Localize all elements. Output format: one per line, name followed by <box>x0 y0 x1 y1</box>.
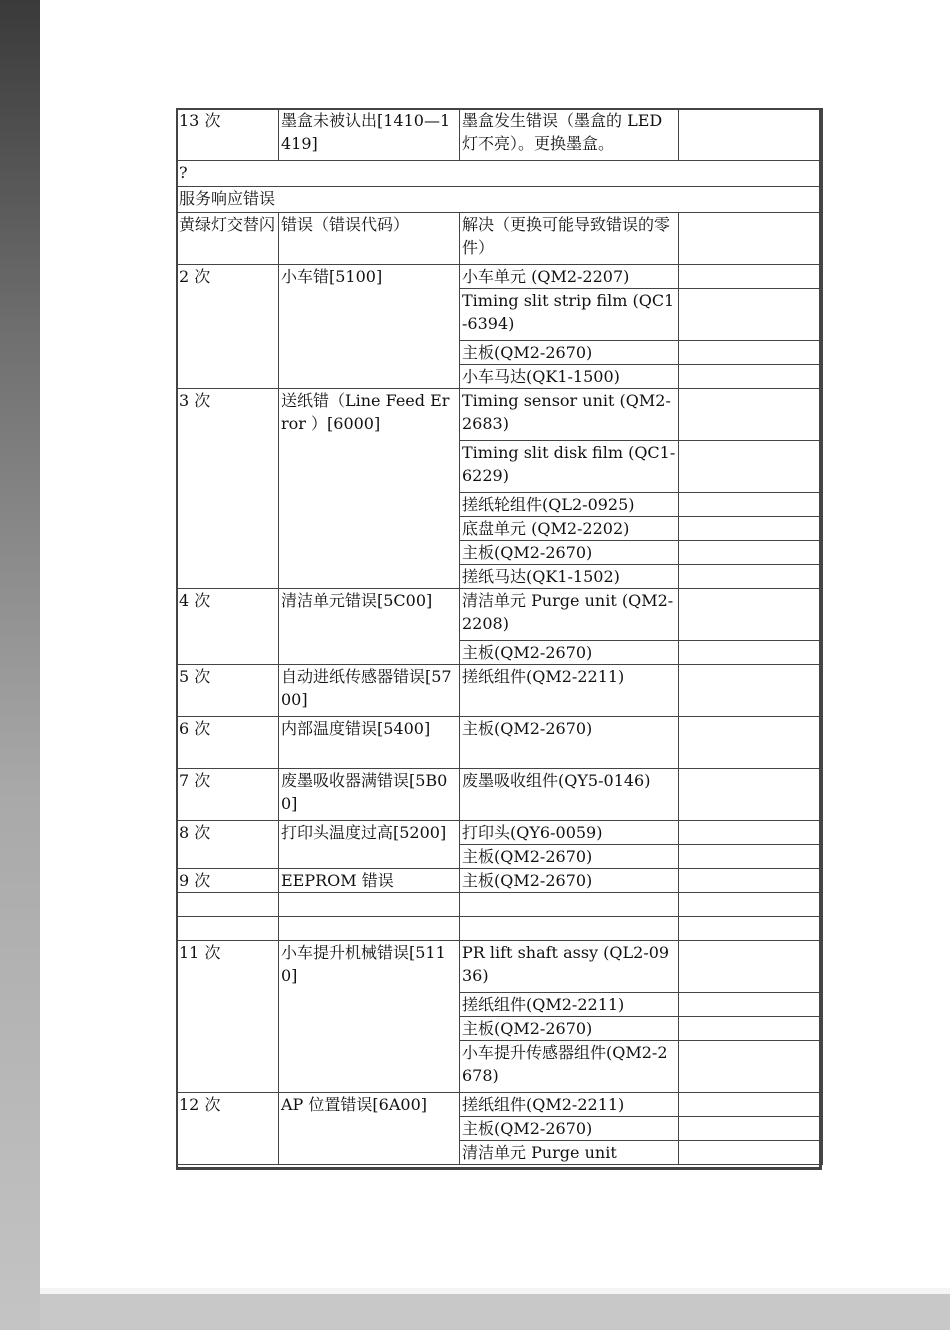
empty-cell <box>679 845 823 869</box>
solution-part-cell: 主板(QM2-2670) <box>460 1017 679 1041</box>
solution-part-cell: Timing slit disk film (QC1-6229) <box>460 441 679 493</box>
solution-part-cell: 小车提升传感器组件(QM2-2678) <box>460 1041 679 1093</box>
solution-part-cell: 搓纸组件(QM2-2211) <box>460 1093 679 1117</box>
blink-count-cell: 7 次 <box>177 769 279 821</box>
empty-cell <box>679 1093 823 1117</box>
solution-part-cell: 主板(QM2-2670) <box>460 1117 679 1141</box>
header-error-code: 错误（错误代码） <box>279 213 460 265</box>
solution-part-cell: 底盘单元 (QM2-2202) <box>460 517 679 541</box>
service-error-table <box>176 108 823 1165</box>
blink-count-cell: 4 次 <box>177 589 279 665</box>
blink-count-cell <box>177 917 279 941</box>
header-solution: 解决（更换可能导致错误的零件） <box>460 213 679 265</box>
empty-cell <box>679 893 823 917</box>
table-row <box>177 869 823 893</box>
section-title: 服务响应错误 <box>177 187 823 213</box>
empty-cell <box>679 389 823 441</box>
blink-count-cell: 13 次 <box>177 109 279 161</box>
solution-part-cell: Timing slit strip film (QC1-6394) <box>460 289 679 341</box>
table-row <box>177 187 823 213</box>
table-row <box>177 1093 823 1117</box>
blink-count-cell: 2 次 <box>177 265 279 389</box>
empty-cell <box>679 769 823 821</box>
blink-count-cell: 8 次 <box>177 821 279 869</box>
empty-cell <box>679 869 823 893</box>
error-code-cell: 小车错[5100] <box>279 265 460 389</box>
error-code-cell: 送纸错（Line Feed Error ）[6000] <box>279 389 460 589</box>
table-row <box>177 265 823 289</box>
empty-cell <box>679 941 823 993</box>
solution-part-cell: PR lift shaft assy (QL2-0936) <box>460 941 679 993</box>
blink-count-cell: 5 次 <box>177 665 279 717</box>
error-code-cell: 内部温度错误[5400] <box>279 717 460 769</box>
solution-part-cell: 主板(QM2-2670) <box>460 641 679 665</box>
solution-part-cell <box>460 917 679 941</box>
empty-cell <box>679 289 823 341</box>
empty-cell <box>679 365 823 389</box>
table-row <box>177 589 823 641</box>
error-code-cell: 自动进纸传感器错误[5700] <box>279 665 460 717</box>
solution-part-cell <box>460 893 679 917</box>
empty-cell <box>679 341 823 365</box>
blink-count-cell: 9 次 <box>177 869 279 893</box>
empty-cell <box>679 1117 823 1141</box>
table-body <box>177 109 823 1165</box>
empty-cell <box>679 589 823 641</box>
solution-part-cell: 清洁单元 Purge unit (QM2-2208) <box>460 589 679 641</box>
solution-part-cell: 清洁单元 Purge unit <box>460 1141 679 1165</box>
empty-cell <box>679 717 823 769</box>
error-code-cell: AP 位置错误[6A00] <box>279 1093 460 1165</box>
solution-part-cell: 废墨吸收组件(QY5-0146) <box>460 769 679 821</box>
solution-part-cell: 打印头(QY6-0059) <box>460 821 679 845</box>
empty-cell <box>679 265 823 289</box>
error-code-cell: 清洁单元错误[5C00] <box>279 589 460 665</box>
solution-part-cell: 搓纸马达(QK1-1502) <box>460 565 679 589</box>
question-mark-row: ? <box>177 161 823 187</box>
error-code-cell: 打印头温度过高[5200] <box>279 821 460 869</box>
table-row <box>177 821 823 845</box>
error-code-cell <box>279 917 460 941</box>
table-row <box>177 893 823 917</box>
error-code-cell: 墨盒未被认出[1410—1419] <box>279 109 460 161</box>
error-code-cell: 小车提升机械错误[5110] <box>279 941 460 1093</box>
header-row <box>177 213 823 265</box>
solution-part-cell: 主板(QM2-2670) <box>460 869 679 893</box>
empty-cell <box>679 641 823 665</box>
empty-cell <box>679 917 823 941</box>
bottom-edge-bar <box>40 1288 950 1330</box>
empty-cell <box>679 109 823 161</box>
empty-cell <box>679 441 823 493</box>
empty-cell <box>679 1041 823 1093</box>
solution-part-cell: 小车单元 (QM2-2207) <box>460 265 679 289</box>
solution-part-cell: 搓纸组件(QM2-2211) <box>460 665 679 717</box>
solution-cell: 墨盒发生错误（墨盒的 LED 灯不亮）。更换墨盒。 <box>460 109 679 161</box>
table-row <box>177 389 823 441</box>
table-row <box>177 941 823 993</box>
solution-part-cell: 搓纸组件(QM2-2211) <box>460 993 679 1017</box>
empty-cell <box>679 993 823 1017</box>
empty-cell <box>679 541 823 565</box>
empty-cell <box>679 517 823 541</box>
table-row <box>177 161 823 187</box>
left-edge-bar <box>0 0 40 1330</box>
empty-cell <box>679 493 823 517</box>
solution-part-cell: 小车马达(QK1-1500) <box>460 365 679 389</box>
blink-count-cell: 12 次 <box>177 1093 279 1165</box>
empty-cell <box>679 1017 823 1041</box>
error-code-cell <box>279 893 460 917</box>
error-code-cell: EEPROM 错误 <box>279 869 460 893</box>
solution-part-cell: 主板(QM2-2670) <box>460 541 679 565</box>
header-blink-count: 黄绿灯交替闪 <box>177 213 279 265</box>
solution-part-cell: 主板(QM2-2670) <box>460 341 679 365</box>
empty-cell <box>679 821 823 845</box>
solution-part-cell: 主板(QM2-2670) <box>460 717 679 769</box>
table-row <box>177 769 823 821</box>
solution-part-cell: 主板(QM2-2670) <box>460 845 679 869</box>
table-row <box>177 917 823 941</box>
solution-part-cell: 搓纸轮组件(QL2-0925) <box>460 493 679 517</box>
blink-count-cell: 11 次 <box>177 941 279 1093</box>
header-empty <box>679 213 823 265</box>
blink-count-cell: 3 次 <box>177 389 279 589</box>
empty-cell <box>679 1141 823 1165</box>
table-row <box>177 665 823 717</box>
table-row <box>177 109 823 161</box>
blink-count-cell <box>177 893 279 917</box>
error-code-cell: 废墨吸收器满错误[5B00] <box>279 769 460 821</box>
solution-part-cell: Timing sensor unit (QM2-2683) <box>460 389 679 441</box>
table-row <box>177 717 823 769</box>
blink-count-cell: 6 次 <box>177 717 279 769</box>
empty-cell <box>679 565 823 589</box>
empty-cell <box>679 665 823 717</box>
